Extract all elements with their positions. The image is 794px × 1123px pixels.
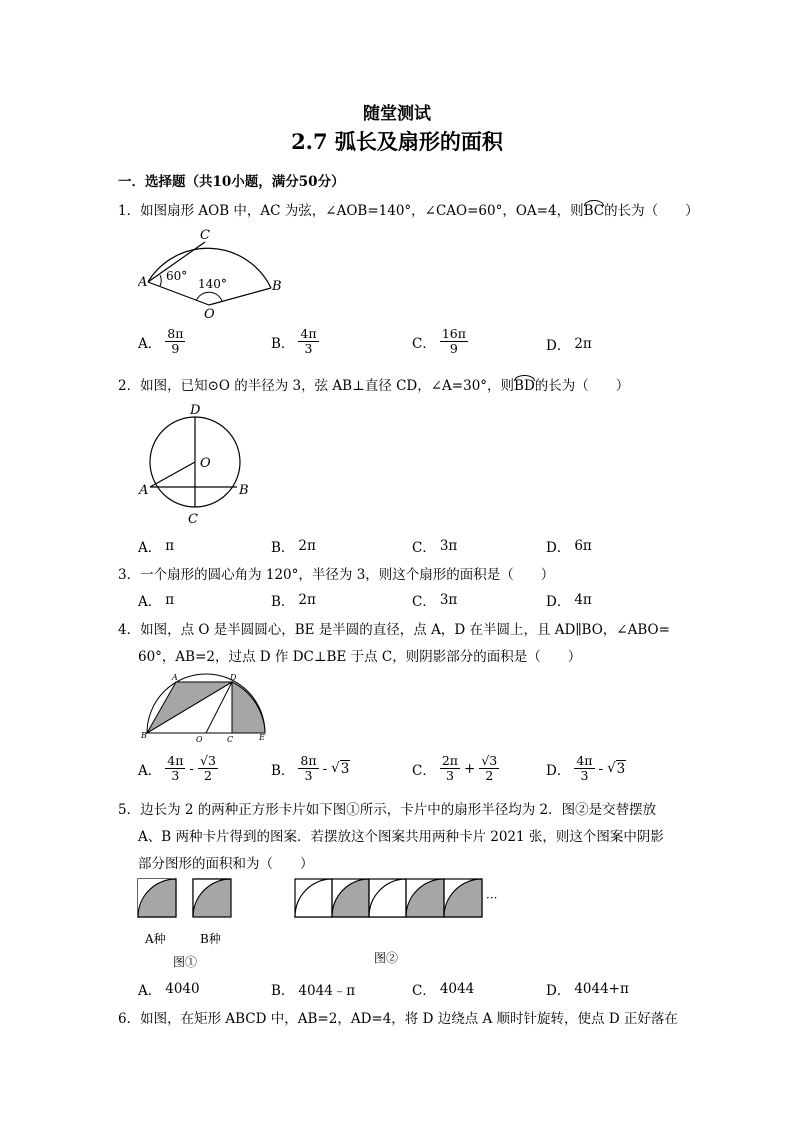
q1-figure <box>138 225 288 320</box>
q2-option-a[interactable]: A． π <box>138 538 175 556</box>
section-heading: 一．选择题（共10小题，满分50分） <box>118 174 345 190</box>
q5-stem-line2: A、B 两种卡片得到的图案．若摆放这个图案共用两种卡片 2021 张，则这个图案中阴影 <box>138 829 664 845</box>
q2-stem <box>118 374 629 394</box>
q1-label-c: C <box>200 228 210 243</box>
q5-ellipsis: ··· <box>486 891 498 905</box>
q5-label-kind-b: B种 <box>200 932 221 946</box>
q4-option-a[interactable]: A． $\frac{4\pi}{3}$ - $\frac{√3}{2}$ <box>138 753 216 783</box>
q5-card-a <box>138 879 176 917</box>
q1-option-b[interactable]: B． $\frac{4\pi}{3}$ <box>271 326 317 356</box>
q5-option-a[interactable]: A． 4040 <box>138 981 200 999</box>
q2-figure <box>138 400 258 528</box>
q2-option-d[interactable]: D． 6π <box>546 538 592 556</box>
q4-label-d: D <box>230 673 237 682</box>
q4-label-o: O <box>196 735 203 742</box>
q1-text-a: 1．如图扇形 AOB 中，AC 为弦，∠AOB=140°，∠CAO=60°，OA=4，则 <box>118 203 584 219</box>
q2-label-d: D <box>190 403 201 418</box>
q5-pattern-strip <box>295 879 482 917</box>
page-title: 2.7 弧长及扇形的面积 <box>291 129 503 154</box>
q1-option-a[interactable]: A． $\frac{8\pi}{9}$ <box>138 326 184 356</box>
fraction: $\frac{8\pi}{9}$ <box>167 326 184 356</box>
q1-option-c[interactable]: C． $\frac{16\pi}{9}$ <box>412 326 466 356</box>
q5-card-b <box>193 879 231 917</box>
q4-figure <box>138 670 268 742</box>
q3-option-c[interactable]: C． 3π <box>412 592 458 610</box>
q1-angle-mark-o <box>196 292 222 301</box>
q5-label-fig2: 图② <box>374 951 399 965</box>
q2-label-b: B <box>239 483 249 498</box>
q5-option-d[interactable]: D． 4044+π <box>546 981 629 999</box>
q5-figure <box>136 876 506 972</box>
q4-shaded-segment <box>232 682 265 733</box>
q4-label-b: B <box>141 731 147 740</box>
q4-label-a: A <box>172 673 178 682</box>
q2-label-o: O <box>200 456 211 471</box>
q5-stem-line1: 5．边长为 2 的两种正方形卡片如下图①所示，卡片中的扇形半径均为 2．图②是交替摆放 <box>118 802 657 818</box>
q2-option-b[interactable]: B． 2π <box>271 538 316 556</box>
fraction: $\frac{4\pi}{3}$ <box>300 326 317 356</box>
q2-radius-oa <box>150 462 195 487</box>
page-subtitle: 随堂测试 <box>363 104 431 124</box>
q1-angle-60: 60° <box>166 269 188 283</box>
fraction: $\frac{16\pi}{9}$ <box>441 326 466 356</box>
q3-stem: 3．一个扇形的圆心角为 120°，半径为 3，则这个扇形的面积是（ ） <box>118 567 555 583</box>
q6-stem-line1: 6．如图，在矩形 ABCD 中，AB=2，AD=4，将 D 边绕点 A 顺时针旋转，使点 D 正好落在 <box>118 1011 678 1027</box>
q2-arc-label: BD <box>514 378 535 394</box>
q4-label-c: C <box>227 735 234 742</box>
q1-label-a: A <box>138 275 148 290</box>
q5-option-b[interactable]: B． 4044﹣π <box>271 983 356 999</box>
q4-option-d[interactable]: D． $\frac{4\pi}{3}$ - √ 3 <box>546 753 626 783</box>
q4-option-c[interactable]: C． $\frac{2\pi}{3}$ + $\frac{√3}{2}$ <box>412 753 498 783</box>
q2-option-c[interactable]: C． 3π <box>412 538 458 556</box>
q5-stem-line3: 部分图形的面积和为（ ） <box>138 856 314 872</box>
q1-stem <box>118 199 699 219</box>
q1-option-d[interactable]: D． 2π <box>546 336 592 354</box>
q4-stem-line2: 60°，AB=2，过点 D 作 DC⊥BE 于点 C，则阴影部分的面积是（ ） <box>138 649 582 665</box>
q1-arc-label: BC <box>583 203 605 219</box>
q1-label-b: B <box>272 279 282 294</box>
q2-label-c: C <box>188 512 198 527</box>
q3-option-d[interactable]: D． 4π <box>546 592 592 610</box>
q5-option-c[interactable]: C． 4044 <box>412 981 475 999</box>
q1-angle-140: 140° <box>198 277 227 291</box>
q1-label-o: O <box>204 307 215 320</box>
q5-label-kind-a: A种 <box>145 932 166 946</box>
q5-label-fig1: 图① <box>173 955 198 969</box>
q4-stem-line1: 4．如图，点 O 是半圆圆心，BE 是半圆的直径，点 A，D 在半圆上，且 AD∥BO，∠ABO= <box>118 622 670 638</box>
q4-label-e: E <box>259 733 265 742</box>
q3-option-b[interactable]: B． 2π <box>271 592 316 610</box>
q4-option-b[interactable]: B． $\frac{8\pi}{3}$ - √ 3 <box>271 753 350 783</box>
q1-angle-mark-a <box>160 275 161 286</box>
q3-option-a[interactable]: A． π <box>138 592 175 610</box>
q1-text-b: 的长为（ ） <box>604 203 699 219</box>
q2-text-a: 2．如图，已知⊙O 的半径为 3，弦 AB⊥直径 CD，∠A=30°，则 <box>118 378 515 394</box>
q2-label-a: A <box>139 483 149 498</box>
q2-text-b: 的长为（ ） <box>534 378 630 394</box>
